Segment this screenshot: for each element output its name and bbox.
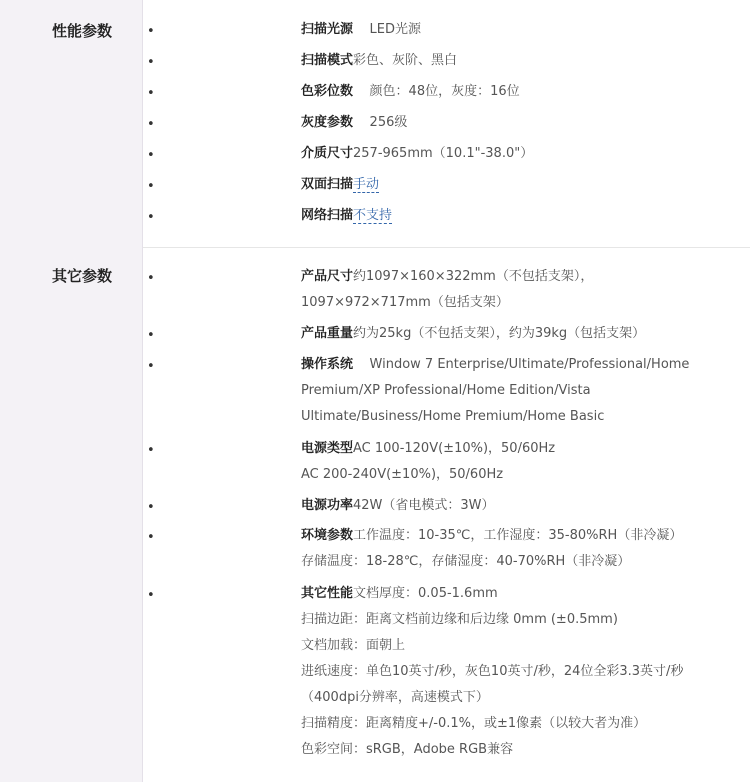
bullet: • <box>147 24 155 39</box>
spec-extra-line: 扫描精度：距离精度+/-0.1%，或±1像素（以较大者为准） <box>301 716 647 731</box>
spec-key: 色彩位数 <box>301 84 354 99</box>
spec-key: 网络扫描 <box>301 208 354 223</box>
bullet: • <box>147 55 155 70</box>
spec-extra-line: 存储温度：18-28℃，存储湿度：40-70%RH（非冷凝） <box>301 554 631 569</box>
spec-key: 双面扫描 <box>301 177 354 192</box>
spec-value: 颜色：48位，灰度：16位 <box>369 84 520 99</box>
spec-key: 其它性能 <box>301 586 354 601</box>
bullet: • <box>147 117 155 132</box>
spec-extra-line: 进纸速度：单色10英寸/秒，灰色10英寸/秒，24位全彩3.3英寸/秒（400dpi分辨率，高速模式下） <box>301 664 684 705</box>
spec-value: 文档厚度：0.05-1.6mm <box>353 586 498 601</box>
spec-key: 电源功率 <box>301 498 354 513</box>
bullet: • <box>147 328 155 343</box>
spec-value-link[interactable]: 不支持 <box>353 208 393 223</box>
category-title: 其它参数 <box>51 267 112 285</box>
spec-value: 约为25kg（不包括支架），约为39kg（包括支架） <box>353 326 646 341</box>
spec-value: LED光源 <box>369 22 422 37</box>
spec-value: 彩色、灰阶、黑白 <box>353 53 458 68</box>
spec-value: Window 7 Enterprise/Ultimate/Professional/Home Premium/XP Professional/Home Edition/Vista Ultimate/Business/Home Premium/Home Basic <box>301 357 690 424</box>
spec-key: 产品重量 <box>301 326 354 341</box>
bullet: • <box>147 443 155 458</box>
spec-key: 产品尺寸 <box>301 269 354 284</box>
spec-value-link[interactable]: 手动 <box>353 177 380 192</box>
bullet: • <box>147 500 155 515</box>
spec-value: AC 100-120V(±10%)，50/60Hz <box>353 441 556 456</box>
category-column <box>0 0 143 247</box>
section-performance <box>0 0 750 248</box>
spec-extra-line: 文档加载：面朝上 <box>301 638 406 653</box>
bullet: • <box>147 148 155 163</box>
category-column <box>0 247 143 782</box>
bullet: • <box>147 86 155 101</box>
spec-value: 42W（省电模式：3W） <box>353 498 495 513</box>
spec-key: 扫描光源 <box>301 22 354 37</box>
spec-key: 扫描模式 <box>301 53 354 68</box>
bullet: • <box>147 210 155 225</box>
category-title: 性能参数 <box>51 22 112 40</box>
spec-key: 介质尺寸 <box>301 146 354 161</box>
spec-key: 灰度参数 <box>301 115 354 130</box>
bullet: • <box>147 359 155 374</box>
spec-key: 操作系统 <box>301 357 354 372</box>
section-other <box>0 247 750 782</box>
bullet: • <box>147 179 155 194</box>
spec-value: 工作温度：10-35℃，工作湿度：35-80%RH（非冷凝） <box>353 528 683 543</box>
spec-extra-line: AC 200-240V(±10%)，50/60Hz <box>301 467 504 482</box>
spec-value: 256级 <box>369 115 408 130</box>
spec-extra-line: 色彩空间：sRGB，Adobe RGB兼容 <box>301 742 514 757</box>
spec-key: 电源类型 <box>301 441 354 456</box>
bullet: • <box>147 530 155 545</box>
spec-value: 约1097×160×322mm（不包括支架），1097×972×717mm（包括支架） <box>301 269 594 310</box>
spec-key: 环境参数 <box>301 528 354 543</box>
spec-value: 257-965mm（10.1"-38.0"） <box>353 146 534 161</box>
spec-extra-line: 扫描边距：距离文档前边缘和后边缘 0mm (±0.5mm) <box>301 612 618 627</box>
bullet: • <box>147 588 155 603</box>
bullet: • <box>147 271 155 286</box>
